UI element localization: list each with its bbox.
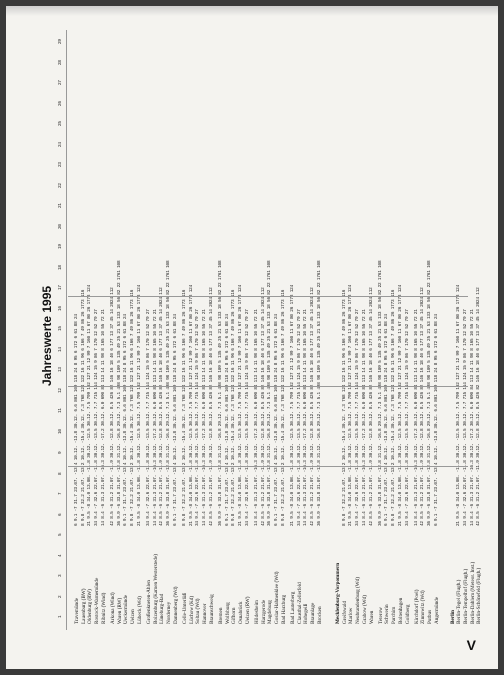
page-marker: V	[466, 637, 476, 653]
station-name: Harzgerode	[260, 599, 267, 624]
station-values: 42 8.5 -6 31.2 21.07. -11.9 30.12. -12.8 30.12. 8.5 426 82 146 16 18 40 6 177 13 37 45 14 2024 112	[310, 287, 316, 526]
station-name: Berlin-Schönefeld (Flugh.)	[476, 567, 483, 624]
station-values: 8 9.8 -7 32.2 21.07. -13.2 10.12. -15.4 30.12. 7.3 768 124 122 16 11 96 6 166 7 49 86 26 1773 116	[231, 289, 237, 526]
station-values: 36 9.9 -6 33.8 31.07. -12.8 31.12. -16.8 29.12. 7.3 5.1 498 98 109 5 135 49 25 21 53 133 18 56 82 22 1761 108	[427, 260, 433, 526]
scanned-page	[6, 6, 498, 669]
station-name: Clausthal-Zellerfeld	[296, 582, 303, 624]
station-values: 42 8.5 -6 31.2 21.07. -11.9 30.12. -12.8 30.12. 8.5 426 82 146 16 18 40 6 177 13 37 45 14 2024 112	[110, 287, 115, 526]
station-name: Neubrandenburg (Wd)	[355, 576, 362, 624]
station-values: 21 9.5 -8 34.0 13.08. -11.8 30.12. -12.5 30.12. 7.5 799 102 127 21 12 99 7 160 11 67 80 26 1773 124	[397, 284, 403, 526]
station-values: 6 9.1 -7 31.7 23.07. -13.4 10.12. -13.8 30.12. 6.6 801 109 118 24 8 95 6 172 6 61 88 24	[274, 314, 280, 526]
station-name: Berlin-Dahlem (Meteor. Inst.)	[469, 561, 476, 624]
station-values: 42 8.5 -6 31.2 21.07. -11.9 30.12. -12.8 30.12. 8.5 426 82 146 16 18 40 6 177 13 37 45 14 2024 112	[420, 287, 426, 526]
station-name: Dannenberg (Wd)	[172, 586, 179, 624]
station-name: Uelzen (RW)	[244, 596, 251, 624]
station-name: Lüneburg-Bad	[159, 593, 166, 624]
station-values: 6 9.1 -7 31.7 23.07. -13.4 10.12. -13.8 30.12. 6.6 801 109 118 24 8 95 6 172 6 61 88 24	[384, 314, 390, 526]
station-values: 34 9.4 -7 32.6 22.07. -11.8 30.12. -13.5 30.12. 7.7 715 114 124 15 9 86 7 170 12 52 79 27	[244, 309, 250, 526]
column-number: 21	[58, 203, 63, 208]
station-values: 36 9.9 -6 33.8 31.07. -12.8 31.12. -16.8 29.12. 7.3 5.1 498 98 109 5 135 49 25 21 53 133 18 56 82 22 1761 108	[316, 260, 322, 526]
column-number: 3	[58, 574, 63, 577]
station-name: Wolfsburg	[224, 602, 231, 624]
station-name: Braunschweig	[208, 594, 215, 624]
station-name: Goslar-Hahnenklee (Wd)	[274, 571, 281, 624]
station-values: 14 8.4 -6 31.3 21.07. -16.3 30.12. -17.2 30.12. 6.0 690 84 113 14 11 98 8 165 10 55 72 21	[303, 309, 309, 526]
column-number: 26	[58, 100, 63, 106]
station-name: Berlin-Tempelhof (Flugh.)	[462, 568, 469, 624]
station-name: Angermünde	[433, 596, 440, 624]
station-values: 6 9.1 -7 31.7 23.07. -13.4 10.12. -13.8 30.12. 6.6 801 109 118 24 8 95 6 172 6 61 88 24	[74, 314, 79, 526]
station-name: Zinnowitz (Wd)	[420, 590, 427, 624]
column-number: 15	[58, 326, 63, 331]
station-values: 8 9.8 -7 32.2 21.07. -13.2 10.12. -15.4 30.12. 7.3 768 124 122 16 11 96 6 166 7 49 86 26 1773 116	[80, 289, 86, 526]
station-name: Lauenburg (BW)	[80, 588, 87, 624]
station-name: Arkona (Wind)	[110, 592, 116, 624]
station-name: Hohegeiß	[303, 603, 310, 624]
column-number: 10	[58, 428, 63, 434]
station-values: 8 9.8 -7 32.2 21.07. -13.2 10.12. -15.4 30.12. 7.3 768 124 122 16 11 96 6 166 7 49 86 26 1773 116	[341, 289, 347, 526]
station-values: 6 9.1 -7 31.7 23.07. -13.4 10.12. -13.8 30.12. 6.6 801 109 118 24 8 95 6 172 6 61 88 24	[433, 314, 439, 526]
station-values: 36 9.9 -6 33.8 31.07. -12.8 31.12. -16.8 29.12. 7.3 5.1 498 98 109 5 135 49 25 21 53 133 18 56 82 22 1761 108	[377, 260, 383, 526]
station-name: Waren (RW)	[116, 597, 123, 624]
column-separator	[68, 386, 468, 387]
station-values: 42 8.5 -6 31.2 21.07. -11.9 30.12. -12.8 30.12. 8.5 426 82 146 16 18 40 6 177 13 37 45 14 2024 112	[260, 287, 266, 526]
station-values: 8 9.8 -7 32.2 21.07. -13.2 10.12. -15.4 30.12. 7.3 768 124 122 16 11 96 6 166 7 49 86 26 1773 116	[391, 289, 397, 526]
section-heading: Mecklenburg-Vorpommern	[335, 562, 341, 624]
station-name: Osnabrück	[238, 601, 245, 624]
column-number: 11	[58, 408, 63, 413]
column-number: 20	[58, 223, 63, 229]
station-name: Teterow	[377, 607, 384, 624]
station-name: Goldberg	[404, 604, 411, 624]
station-values: 21 9.5 -8 34.0 13.08. -11.8 30.12. -12.5 30.12. 7.5 799 102 127 21 12 99 7 160 11 67 80 26 1773 124	[456, 284, 462, 526]
station-values: 42 8.5 -6 31.2 21.07. -11.9 30.12. -12.8 30.12. 8.5 426 82 146 16 18 40 6 177 13 37 45 14 2024 112	[208, 287, 214, 526]
station-name: Putbus	[427, 609, 434, 624]
station-values: 21 9.5 -8 34.0 13.08. -11.8 30.12. -12.5 30.12. 7.5 799 102 127 21 12 99 7 160 11 67 80 26 1773 124	[136, 284, 142, 526]
station-name: Magdeburg	[267, 600, 274, 624]
station-values: 14 8.4 -6 31.3 21.07. -16.3 30.12. -17.2 30.12. 6.0 690 84 113 14 11 98 8 165 10 55 72 21	[100, 309, 106, 526]
station-name: Marlow	[348, 607, 355, 624]
station-values: 21 9.5 -8 34.0 13.08. -11.8 30.12. -12.5 30.12. 7.5 799 102 127 21 12 99 7 160 11 67 80 26 1773 124	[238, 284, 244, 526]
column-number: 9	[58, 451, 63, 454]
station-values: 36 9.9 -6 33.8 31.07. -12.8 31.12. -16.8 29.12. 7.3 5.1 498 98 109 5 135 49 25 21 53 133 18 56 82 22 1761 108	[267, 260, 273, 526]
station-name: Bremen	[218, 607, 224, 624]
column-number: 17	[58, 285, 63, 290]
station-name: Boizenburg (Kamen Westerstede)	[152, 554, 159, 624]
station-values: 8 9.8 -7 32.2 21.07. -13.2 10.12. -15.4 30.12. 7.3 768 124 122 16 11 96 6 166 7 49 86 26 1773 116	[130, 289, 136, 526]
station-values: 42 8.5 -6 31.2 21.07. -11.9 30.12. -12.8 30.12. 8.5 426 82 146 16 18 40 6 177 13 37 45 14 2024 112	[368, 287, 374, 526]
station-values: 42 8.5 -6 31.2 21.07. -11.9 30.12. -12.8 30.12. 8.5 426 82 146 16 18 40 6 177 13 37 45 14 2024 112	[159, 287, 165, 526]
station-name: Hildesheim	[254, 600, 260, 624]
station-values: 6 9.1 -7 31.7 23.07. -13.4 10.12. -13.8 30.12. 6.6 801 109 118 24 8 95 6 172 6 61 88 24	[224, 314, 230, 526]
station-values: 34 9.4 -7 32.6 22.07. -11.8 30.12. -13.5 30.12. 7.7 715 114 124 15 9 86 7 170 12 52 79 27	[195, 309, 201, 526]
station-name: Lüchow (Kd)	[188, 595, 195, 624]
station-name: Parchim	[391, 606, 398, 624]
station-name: Grabow (Wd)	[361, 595, 368, 624]
column-number: 28	[58, 59, 63, 65]
column-number: 7	[58, 492, 63, 495]
column-number: 13	[58, 367, 63, 372]
station-values: 34 9.4 -7 32.6 22.07. -11.8 30.12. -13.5 30.12. 7.7 715 114 124 15 9 86 7 170 12 52 79 27	[462, 309, 468, 526]
scan-edge	[6, 6, 498, 16]
station-name: Uelzen	[130, 609, 137, 624]
station-values: 14 8.4 -6 31.3 21.07. -16.3 30.12. -17.2 30.12. 6.0 690 84 113 14 11 98 8 165 10 55 72 21	[469, 309, 475, 526]
station-name: Gifhorn	[231, 607, 238, 624]
column-number: 1	[58, 615, 63, 618]
column-number: 19	[58, 244, 63, 249]
column-number: 16	[58, 305, 63, 311]
column-number: 24	[58, 141, 63, 147]
station-values: 14 8.4 -6 31.3 21.07. -16.3 30.12. -17.2 30.12. 6.0 690 84 113 14 11 98 8 165 10 55 72 21	[361, 309, 367, 526]
station-name: Rostock-Warnemünde	[94, 577, 101, 624]
station-name: Berlin-Tegel (Flugh.)	[456, 579, 463, 624]
station-name: Bad Lauterberg	[290, 591, 296, 624]
station-name: Lübeck (Wd)	[136, 596, 143, 624]
station-values: 21 9.5 -8 34.0 13.08. -11.8 30.12. -12.5 30.12. 7.5 799 102 127 21 12 99 7 160 11 67 80 26 1773 124	[87, 284, 93, 526]
station-values: 34 9.4 -7 32.6 22.07. -11.8 30.12. -13.5 30.12. 7.7 715 114 124 15 9 86 7 170 12 52 79 27	[296, 309, 302, 526]
section-heading: Berlin	[449, 610, 456, 624]
column-number: 25	[58, 121, 63, 126]
station-values: 21 9.5 -8 34.0 13.08. -11.8 30.12. -12.5 30.12. 7.5 799 102 127 21 12 99 7 160 11 67 80 26 1773 124	[348, 284, 354, 526]
station-values: 8 9.8 -7 32.2 21.07. -13.2 10.12. -15.4 30.12. 7.3 768 124 122 16 11 96 6 166 7 49 86 26 1773 116	[182, 289, 187, 526]
station-name: Kirchdorf (Poel)	[413, 589, 420, 624]
station-name: Norderney	[166, 601, 173, 624]
station-values: 36 9.9 -6 33.8 31.07. -12.8 31.12. -16.8 29.12. 7.3 5.1 498 98 109 5 135 49 25 21 53 133 18 56 82 22 1761 108	[218, 260, 223, 526]
station-name: Waren	[368, 610, 375, 624]
column-number: 27	[58, 80, 63, 85]
station-values: 34 9.4 -7 32.6 22.07. -11.8 30.12. -13.5 30.12. 7.7 715 114 124 15 9 86 7 170 12 52 79 27	[355, 309, 361, 526]
station-values: 14 8.4 -6 31.3 21.07. -16.3 30.12. -17.2 30.12. 6.0 690 84 113 14 11 98 8 165 10 55 72 21	[202, 309, 208, 526]
column-number: 4	[58, 554, 63, 557]
station-values: 34 9.4 -7 32.6 22.07. -11.8 30.12. -13.5 30.12. 7.7 715 114 124 15 9 86 7 170 12 52 79 27	[404, 309, 410, 526]
station-values: 6 9.1 -7 31.7 23.07. -13.4 10.12. -13.8 30.12. 6.6 801 109 118 24 8 95 6 172 6 61 88 24	[123, 314, 129, 526]
station-name: Greifswald	[341, 600, 348, 624]
station-values: 34 9.4 -7 32.6 22.07. -11.8 30.12. -13.5 30.12. 7.7 715 114 124 15 9 86 7 170 12 52 79 27	[94, 309, 100, 526]
station-values: 36 9.9 -6 33.8 31.07. -12.8 31.12. -16.8 29.12. 7.3 5.1 498 98 109 5 135 49 25 21 53 133 18 56 82 22 1761 108	[116, 260, 122, 526]
station-name: Ribnitz (Wind)	[100, 592, 107, 624]
station-values: 42 8.5 -6 31.2 21.07. -11.9 30.12. -12.8 30.12. 8.5 426 82 146 16 18 40 6 177 13 37 45 14 2024 112	[476, 287, 482, 526]
station-name: Soltau (Wd)	[195, 598, 202, 624]
station-name: Bad Harzburg	[280, 594, 287, 624]
station-name: Schwerin	[384, 604, 391, 624]
station-values: 21 9.5 -8 34.0 13.08. -11.8 30.12. -12.5 30.12. 7.5 799 102 127 21 12 99 7 160 11 67 80 26 1773 124	[290, 284, 295, 526]
column-number: 23	[58, 162, 63, 167]
station-name: Boltenhagen	[397, 597, 404, 624]
station-values: 14 8.4 -6 31.3 21.07. -16.3 30.12. -17.2 30.12. 6.0 690 84 113 14 11 98 8 165 10 55 72 21	[254, 309, 259, 526]
station-values: 14 8.4 -6 31.3 21.07. -16.3 30.12. -17.2 30.12. 6.0 690 84 113 14 11 98 8 165 10 55 72 21	[152, 309, 158, 526]
column-separator	[68, 296, 468, 297]
station-name: Travemünde	[74, 597, 80, 624]
station-values: 21 9.5 -8 34.0 13.08. -11.8 30.12. -12.5 30.12. 7.5 799 102 127 21 12 99 7 160 11 67 80 26 1773 124	[188, 284, 194, 526]
column-number: 12	[58, 387, 63, 393]
column-number: 8	[58, 472, 63, 475]
column-number: 5	[58, 533, 63, 536]
station-values: 8 9.8 -7 32.2 21.07. -13.2 10.12. -15.4 30.12. 7.3 768 124 122 16 11 96 6 166 7 49 86 26 1773 116	[280, 289, 286, 526]
header-rule	[66, 30, 67, 630]
station-name: Celle-Unterlüß	[182, 592, 188, 624]
station-name: Brocken	[316, 606, 323, 624]
station-values: 14 8.4 -6 31.3 21.07. -16.3 30.12. -17.2 30.12. 6.0 690 84 113 14 11 98 8 165 10 55 72 21	[413, 309, 419, 526]
column-separator	[68, 466, 468, 467]
station-name: Großenkneten-Ahlen	[146, 580, 152, 624]
station-values: 36 9.9 -6 33.8 31.07. -12.8 31.12. -16.8 29.12. 7.3 5.1 498 98 109 5 135 49 25 21 53 133 18 56 82 22 1761 108	[166, 260, 172, 526]
station-values: 6 9.1 -7 31.7 23.07. -13.4 10.12. -13.8 30.12. 6.6 801 109 118 24 8 95 6 172 6 61 88 24	[172, 314, 178, 526]
page-title: Jahreswerte 1995	[40, 285, 54, 386]
column-number: 2	[58, 595, 63, 598]
column-number: 29	[58, 39, 63, 44]
column-number: 18	[58, 264, 63, 270]
station-name: Oldenburg (RW)	[87, 589, 94, 624]
station-name: Hannover	[202, 603, 209, 624]
station-name: Braunlage	[310, 602, 317, 624]
column-number: 6	[58, 513, 63, 516]
column-number: 14	[58, 346, 63, 352]
station-name: Ueckermünde	[123, 594, 130, 624]
station-values: 34 9.4 -7 32.6 22.07. -11.8 30.12. -13.5 30.12. 7.7 715 114 124 15 9 86 7 170 12 52 79 27	[146, 309, 151, 526]
column-number: 22	[58, 182, 63, 188]
